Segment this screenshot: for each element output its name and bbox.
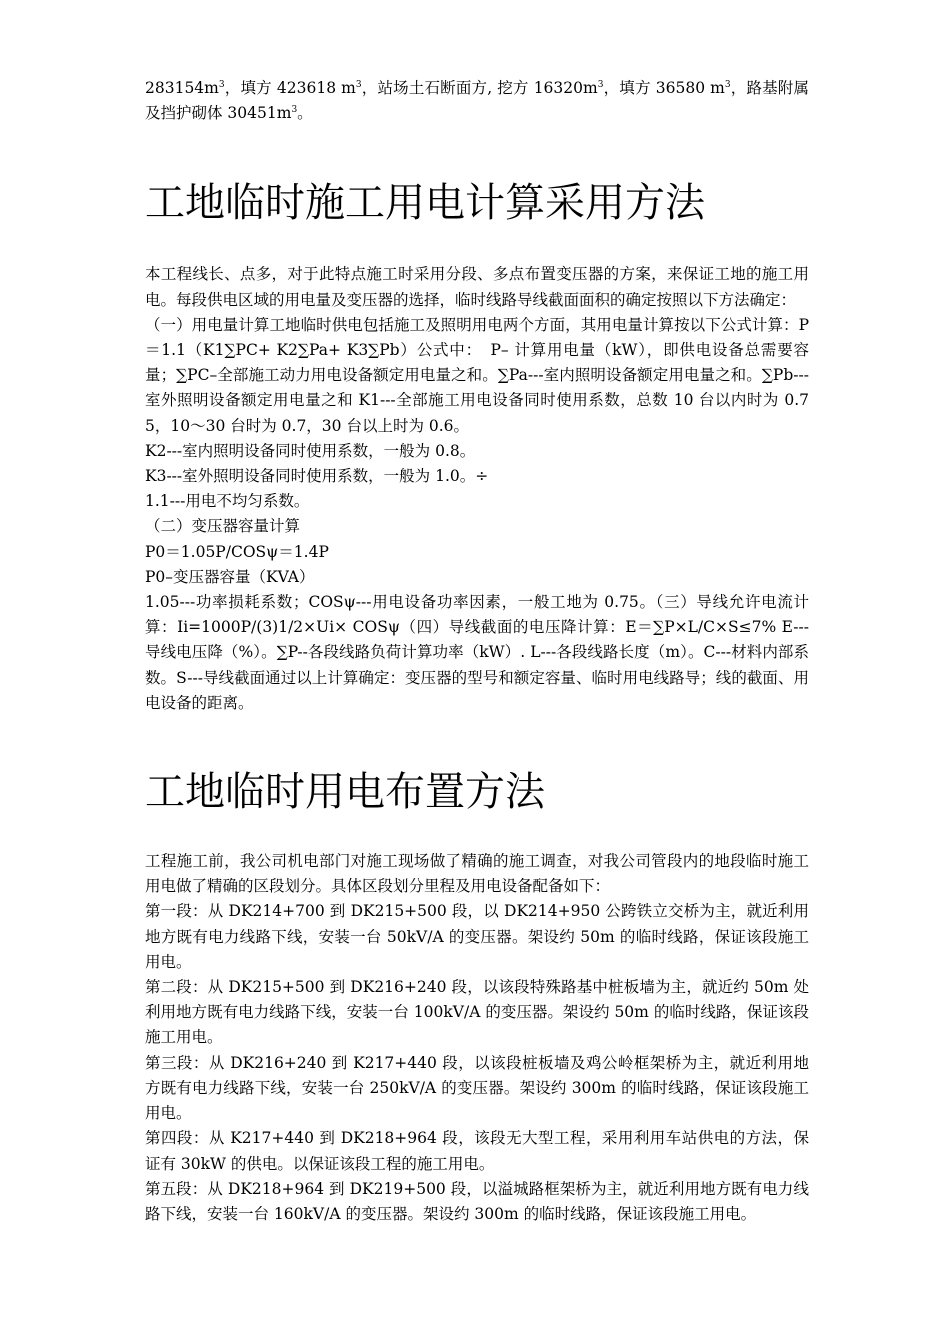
body-paragraph: 第二段：从 DK215+500 到 DK216+240 段，以该段特殊路基中桩板墙为主，就近约 50m 处利用地方既有电力线路下线，安装一台 100kV/A 的变压器。架设约 50m 的临时线路，保证该段施工用电。	[145, 978, 809, 1047]
body-paragraph: （二）变压器容量计算	[145, 517, 301, 536]
section-heading: 工地临时用电布置方法	[145, 769, 545, 816]
body-paragraph: 工程施工前，我公司机电部门对施工现场做了精确的施工调查，对我公司管段内的地段临时施工用电做了精确的区段划分。具体区段划分里程及用电设备配备如下：	[145, 852, 809, 896]
superscript: 3	[724, 79, 731, 90]
document-page	[145, 76, 809, 1227]
intro-text: ，填方 423618 m	[224, 79, 356, 97]
body-paragraph: K3---室外照明设备同时使用系数，一般为 1.0。÷	[145, 467, 489, 486]
body-paragraph: P0–变压器容量（KVA）	[145, 567, 315, 586]
body-paragraph: P0＝1.05P/COSψ＝1.4P	[145, 542, 329, 561]
intro-text: 283154m	[145, 79, 219, 97]
intro-text: ，站场土石断面方, 挖方 16320m	[361, 79, 598, 97]
superscript: 3	[597, 79, 604, 90]
body-paragraph: 第四段：从 K217+440 到 DK218+964 段，该段无大型工程，采用利用车站供电的方法，保证有 30kW 的供电。以保证该段工程的施工用电。	[145, 1129, 809, 1173]
intro-paragraph	[145, 76, 809, 126]
body-paragraph: 第一段：从 DK214+700 到 DK215+500 段，以 DK214+950 公跨铁立交桥为主，就近利用地方既有电力线路下线，安装一台 50kV/A 的变压器。架设约 50m 的临时线路，保证该段施工用电。	[145, 902, 809, 971]
superscript: 3	[291, 105, 298, 116]
section-heading: 工地临时施工用电计算采用方法	[145, 180, 705, 227]
body-paragraph: 1.1---用电不均匀系数。	[145, 492, 310, 511]
superscript: 3	[218, 79, 225, 90]
intro-text: ，路基附属及挡护砌体 30451m	[145, 79, 809, 123]
body-paragraph: K2---室内照明设备同时使用系数，一般为 0.8。	[145, 441, 476, 460]
body-paragraph: 1.05---功率损耗系数；COSψ---用电设备功率因素，一般工地为 0.75。（三）导线允许电流计算：Ii=1000P/(3)1/2×Ui× COSψ（四）导线截面的电压降计算：E＝∑P×L/C×S≤7% E---导线电压降（%）。∑P--各段线路负荷计算功率（kW）. L---各段线路长度（m）。C---材料内部系数。S---导线截面通过以上计算确定：变压器的型号和额定容量、临时用电线路导；线的截面、用电设备的距离。	[145, 593, 809, 712]
superscript: 3	[355, 79, 362, 90]
body-paragraph: （一）用电量计算工地临时供电包括施工及照明用电两个方面，其用电量计算按以下公式计算：P＝1.1（K1∑PC+ K2∑Pa+ K3∑Pb）公式中： P– 计算用电量（kW），即供电设备总需要容量；∑PC–全部施工动力用电设备额定用电量之和。∑Pa---室内照明设备额定用电量之和。∑Pb---室外照明设备额定用电量之和 K1---全部施工用电设备同时使用系数，总数 10 台以内时为 0.75，10～30 台时为 0.7，30 台以上时为 0.6。	[145, 315, 809, 435]
intro-text: 。	[297, 104, 313, 123]
body-paragraph: 第五段：从 DK218+964 到 DK219+500 段，以溢城路框架桥为主，就近利用地方既有电力线路下线，安装一台 160kV/A 的变压器。架设约 300m 的临时线路，保证该段施工用电。	[145, 1179, 809, 1223]
body-paragraph: 第三段：从 DK216+240 到 K217+440 段，以该段桩板墙及鸡公岭框架桥为主，就近利用地方既有电力线路下线，安装一台 250kV/A 的变压器。架设约 300m 的临时线路，保证该段施工用电。	[145, 1053, 809, 1123]
intro-text: ，填方 36580 m	[603, 79, 725, 97]
body-paragraph: 本工程线长、点多，对于此特点施工时采用分段、多点布置变压器的方案，来保证工地的施工用电。每段供电区域的用电量及变压器的选择，临时线路导线截面面积的确定按照以下方法确定：	[145, 265, 809, 309]
